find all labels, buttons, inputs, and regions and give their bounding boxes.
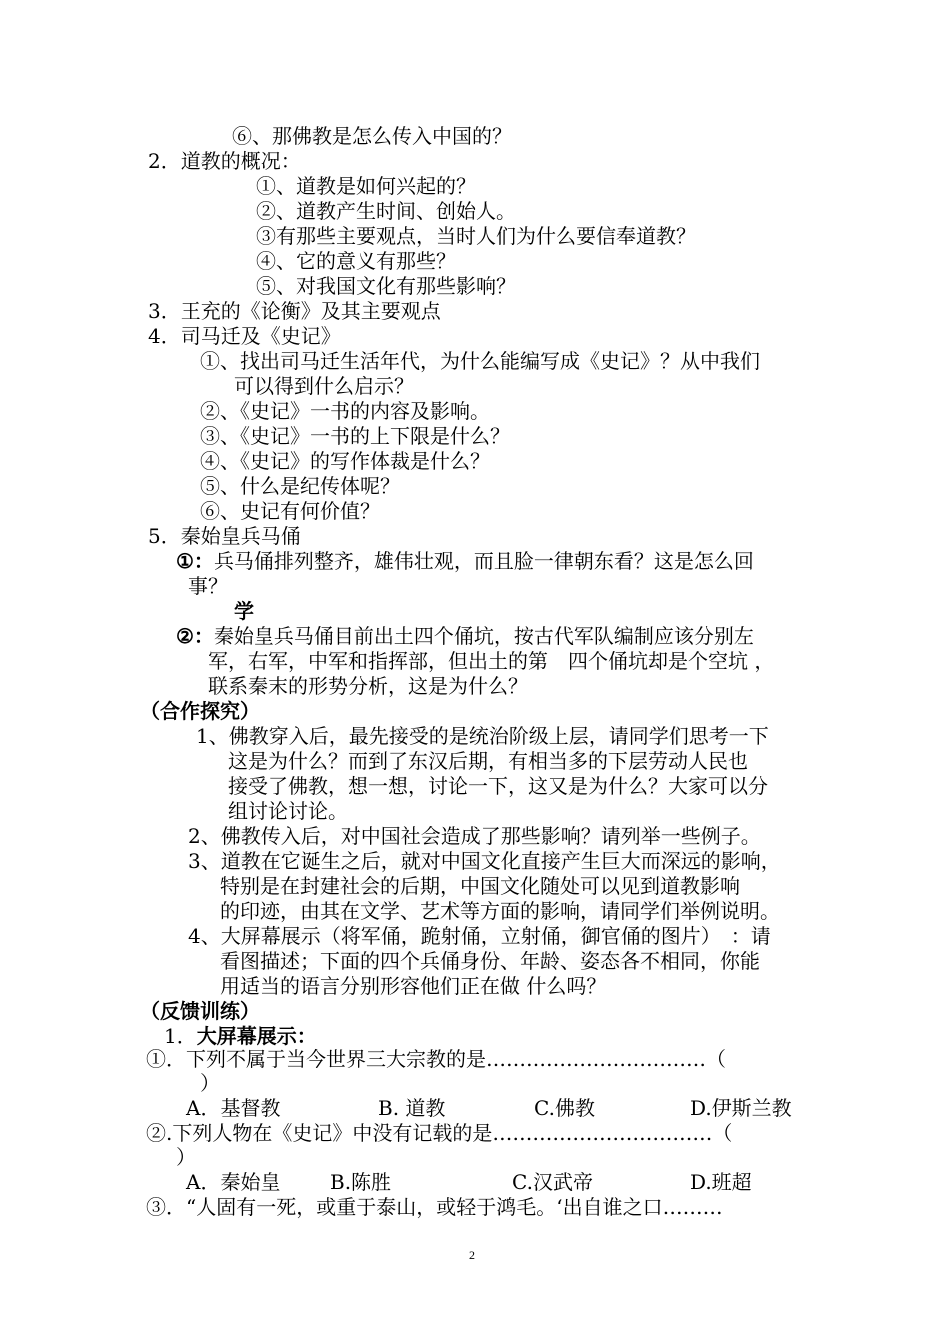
answer-bracket: ） (200, 1071, 220, 1095)
option-d: D.班超 (690, 1170, 752, 1194)
text-line (164, 1024, 317, 1049)
text-line (176, 624, 754, 649)
text-line: ⑥、那佛教是怎么传入中国的？ (232, 124, 512, 148)
text-line (176, 549, 754, 574)
text-line: 3、道教在它诞生之后，就对中国文化直接产生巨大而深远的影响， (188, 849, 781, 873)
text-line: ⑥、史记有何价值？ (200, 499, 380, 523)
text-line: ④、它的意义有那些？ (256, 249, 456, 273)
option-a: A．秦始皇 (186, 1170, 281, 1194)
text-line: ②、《史记》一书的内容及影响。 (200, 399, 490, 423)
item-marker: ②： (176, 624, 214, 648)
option-b: B. 道教 (378, 1096, 446, 1120)
text-line: 可以得到什么启示？ (234, 374, 414, 398)
question: ③．“人固有一死，或重于泰山，或轻于鸿毛。‘出自谁之口……… (146, 1195, 723, 1219)
text-line: 用适当的语言分别形容他们正在做 什么吗？ (220, 974, 607, 998)
question: ②.下列人物在《史记》中没有记载的是……………………………（ (146, 1121, 733, 1145)
item-text: 秦始皇兵马俑目前出土四个俑坑，按古代军队编制应该分别左 (213, 624, 754, 648)
text-line: ③有那些主要观点，当时人们为什么要信奉道教？ (256, 224, 696, 248)
text-line: 军，右军，中军和指挥部，但出土的第 四个俑坑却是个空坑 ， (208, 649, 775, 673)
text-line: ⑤、对我国文化有那些影响？ (256, 274, 516, 298)
option-c: C.佛教 (534, 1096, 595, 1120)
text-line: 接受了佛教，想一想，讨论一下，这又是为什么？大家可以分 (228, 774, 768, 798)
text-line: ⑤、什么是纪传体呢？ (200, 474, 400, 498)
section-heading: 5．秦始皇兵马俑 (148, 524, 301, 548)
item-text: 兵马俑排列整齐，雄伟壮观，而且脸一律朝东看？这是怎么回 (213, 549, 754, 573)
text-line: ④、《史记》的写作体裁是什么？ (200, 449, 490, 473)
text-line: 特别是在封建社会的后期，中国文化随处可以见到道教影响 (220, 874, 740, 898)
text-line: 事？ (188, 574, 228, 598)
text-line: ①、道教是如何兴起的？ (256, 174, 476, 198)
text-line: 2、佛教传入后，对中国社会造成了那些影响？请列举一些例子。 (188, 824, 761, 848)
option-b: B.陈胜 (330, 1170, 392, 1194)
page-number: 2 (469, 1248, 475, 1262)
text-line: 4、大屏幕展示（将军俑，跪射俑，立射俑，御官俑的图片） ：请 (188, 924, 771, 948)
text-line: ①、找出司马迁生活年代，为什么能编写成《史记》？从中我们 (200, 349, 760, 373)
text-line: 这是为什么？而到了东汉后期，有相当多的下层劳动人民也 (228, 749, 748, 773)
item-marker: ①： (176, 549, 214, 573)
text-line: 看图描述；下面的四个兵俑身份、年龄、姿态各不相同，你能 (220, 949, 760, 973)
section-heading: 2．道教的概况： (148, 149, 301, 173)
section-heading: 4．司马迁及《史记》 (148, 324, 341, 348)
text-line: 的印迹，由其在文学、艺术等方面的影响，请同学们举例说明。 (220, 899, 780, 923)
text-line: ②、道教产生时间、创始人。 (256, 199, 516, 223)
option-a: A．基督教 (186, 1096, 281, 1120)
section-heading: 3．王充的《论衡》及其主要观点 (148, 299, 441, 323)
text-line: ③、《史记》一书的上下限是什么？ (200, 424, 510, 448)
item-text: 大屏幕展示： (196, 1024, 317, 1048)
section-heading: （反馈训练） (140, 999, 260, 1023)
text-line: 组讨论讨论。 (228, 799, 348, 823)
text-line: 学 (234, 599, 254, 623)
answer-bracket: ） (176, 1145, 196, 1169)
question: ①．下列不属于当今世界三大宗教的是……………………………（ (146, 1047, 726, 1071)
item-number: 1． (164, 1024, 197, 1048)
section-heading: （合作探究） (140, 699, 260, 723)
option-d: D.伊斯兰教 (690, 1096, 792, 1120)
text-line: 联系秦末的形势分析，这是为什么？ (208, 674, 528, 698)
text-line: 1、佛教穿入后，最先接受的是统治阶级上层，请同学们思考一下 (196, 724, 769, 748)
option-c: C.汉武帝 (512, 1170, 593, 1194)
